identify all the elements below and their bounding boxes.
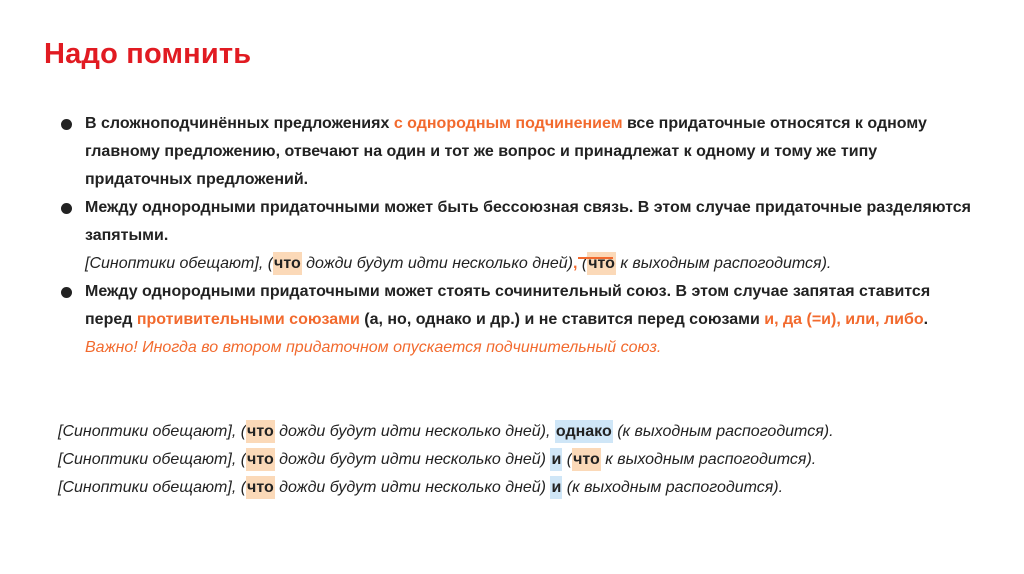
- examples-block: [58, 418, 834, 502]
- example-conj-i: и: [550, 476, 562, 499]
- bullet2-text: Между однородными придаточными может быть бессоюзная связь. В этом случае придаточные разделяются запятыми.: [85, 199, 971, 244]
- bullet1-text-2: все придаточные относятся к одному главному предложению, отвечают на один и тот же вопрос и принадлежат к одному и тому же типу придаточных предложений.: [85, 115, 927, 188]
- example-text: к выходным распогодится).: [600, 451, 817, 468]
- bullet2-example-conj-1: что: [273, 252, 302, 275]
- slide-title: Надо помнить: [44, 38, 252, 70]
- bullet2-example-conj-2: что: [587, 252, 616, 275]
- example-text: дожди будут идти несколько дней),: [274, 423, 555, 440]
- bullet3-important-note: Важно! Иногда во втором придаточном опускается подчинительный союз.: [85, 339, 662, 356]
- example-conj-chto: что: [246, 476, 275, 499]
- example-line: [58, 446, 834, 474]
- bullet3-term-adversative: противительными союзами: [136, 311, 360, 328]
- bullet1-term-homogeneous: с однородным подчинением: [393, 115, 623, 132]
- bullet3-text-2: (а, но, однако и др.) и не ставится перед союзами: [359, 311, 765, 328]
- example-line: [58, 474, 834, 502]
- bullet3-text-3: .: [923, 311, 929, 328]
- example-conj-i: и: [550, 448, 562, 471]
- bullet2-example: [85, 250, 980, 278]
- bullet3-text-1: Между однородными придаточными может стоять сочинительный союз. В этом случае запятая ставится перед: [85, 283, 931, 328]
- bullet2-example-part-d: (: [577, 255, 588, 272]
- bullet2-example-comma: ,: [573, 255, 578, 272]
- example-text: [Синоптики обещают], (: [58, 423, 247, 440]
- example-text: [Синоптики обещают], (: [58, 451, 247, 468]
- example-line: [58, 418, 834, 446]
- example-text: (к выходным распогодится).: [562, 479, 784, 496]
- example-text: (: [562, 451, 573, 468]
- bullet2-example-part-f: к выходным распогодится).: [615, 255, 832, 272]
- bullet2-example-part-c: дожди будут идти несколько дней): [301, 255, 573, 272]
- bullet-homogeneous-definition: [60, 110, 980, 194]
- example-conj-chto: что: [246, 420, 275, 443]
- bullet2-example-part-a: [Синоптики обещают], (: [85, 255, 274, 272]
- example-text: [Синоптики обещают], (: [58, 479, 247, 496]
- example-text: дожди будут идти несколько дней): [274, 451, 551, 468]
- example-conj-chto: что: [572, 448, 601, 471]
- bullet-asyndetic-connection: [60, 194, 980, 278]
- bullet-list: [60, 110, 980, 362]
- bullet3-term-conjunctions: и, да (=и), или, либо: [764, 311, 924, 328]
- bullet-coordinating-conjunction: [60, 278, 980, 362]
- bullet1-text-1: В сложноподчинённых предложениях: [85, 115, 394, 132]
- example-text: (к выходным распогодится).: [612, 423, 834, 440]
- overline-mark: [578, 257, 613, 259]
- example-text: дожди будут идти несколько дней): [274, 479, 551, 496]
- example-conj-odnako: однако: [555, 420, 613, 443]
- example-conj-chto: что: [246, 448, 275, 471]
